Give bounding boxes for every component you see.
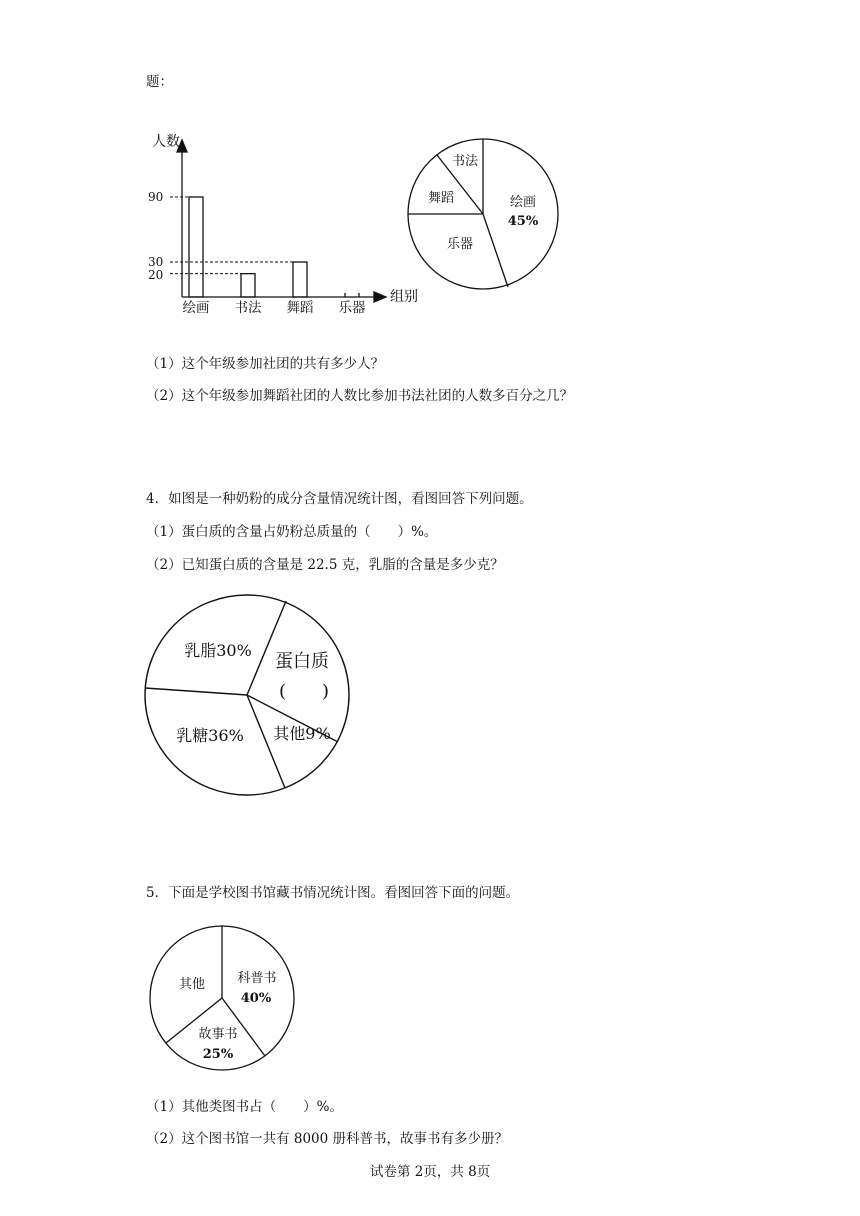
pie-label-painting-pct: 45% xyxy=(507,214,539,229)
x-tick-calligraphy: 书法 xyxy=(234,300,262,316)
pie-label-calligraphy: 书法 xyxy=(451,154,479,169)
q5-question-2: （2）这个图书馆一共有 8000 册科普书，故事书有多少册？ xyxy=(146,1131,509,1147)
bar-chart xyxy=(140,128,430,328)
x-tick-music: 乐器 xyxy=(338,300,366,316)
milk-powder-pie-chart xyxy=(144,594,360,800)
pie-divider-left xyxy=(145,688,247,695)
q3-question-1: （1）这个年级参加社团的共有多少人？ xyxy=(146,356,385,372)
page-footer: 试卷第 2页，共 8页 xyxy=(370,1164,491,1180)
q4-stem: 4．如图是一种奶粉的成分含量情况统计图，看图回答下列问题。 xyxy=(146,491,533,507)
q5-stem: 5．下面是学校图书馆藏书情况统计图。看图回答下面的问题。 xyxy=(146,885,520,901)
pie-label-protein-blank: ( ) xyxy=(278,681,330,702)
pie-label-other: 其他9% xyxy=(273,724,331,743)
pie-label-fat: 乳脂30% xyxy=(184,641,252,660)
x-axis-label: 组别 xyxy=(390,289,418,305)
pie-label-other: 其他 xyxy=(178,977,206,992)
y-tick-30: 30 xyxy=(148,255,164,269)
pie-divider-lower-right xyxy=(483,214,508,287)
q3-question-2: （2）这个年级参加舞蹈社团的人数比参加书法社团的人数多百分之几？ xyxy=(146,388,574,404)
pie-label-protein: 蛋白质 xyxy=(275,651,329,672)
pie-label-dance: 舞蹈 xyxy=(427,191,455,206)
pie-label-science: 科普书 xyxy=(237,971,277,986)
q5-question-1: （1）其他类图书占（ ）%。 xyxy=(146,1099,343,1115)
pie-label-painting: 绘画 xyxy=(509,195,537,210)
x-axis-arrow xyxy=(374,292,386,302)
bar-书法 xyxy=(241,274,255,297)
pie-label-story: 故事书 xyxy=(198,1027,238,1042)
y-axis-label: 人数 xyxy=(152,134,180,150)
q4-question-2: （2）已知蛋白质的含量是 22.5 克，乳脂的含量是多少克？ xyxy=(146,557,504,573)
lead-text: 题： xyxy=(146,74,173,90)
x-tick-painting: 绘画 xyxy=(182,300,210,316)
pie-label-music: 乐器 xyxy=(446,237,474,252)
pie-label-science-pct: 40% xyxy=(240,991,272,1006)
pie-label-lactose: 乳糖36% xyxy=(176,726,244,745)
pie-label-story-pct: 25% xyxy=(202,1047,234,1062)
bar-绘画 xyxy=(189,197,203,297)
bar-舞蹈 xyxy=(293,262,307,297)
club-pie-chart xyxy=(405,136,565,296)
y-tick-90: 90 xyxy=(148,190,164,204)
y-tick-20: 20 xyxy=(148,268,164,282)
q4-question-1: （1）蛋白质的含量占奶粉总质量的（ ）%。 xyxy=(146,524,438,540)
x-tick-dance: 舞蹈 xyxy=(286,300,314,316)
library-pie-chart xyxy=(148,924,298,1074)
